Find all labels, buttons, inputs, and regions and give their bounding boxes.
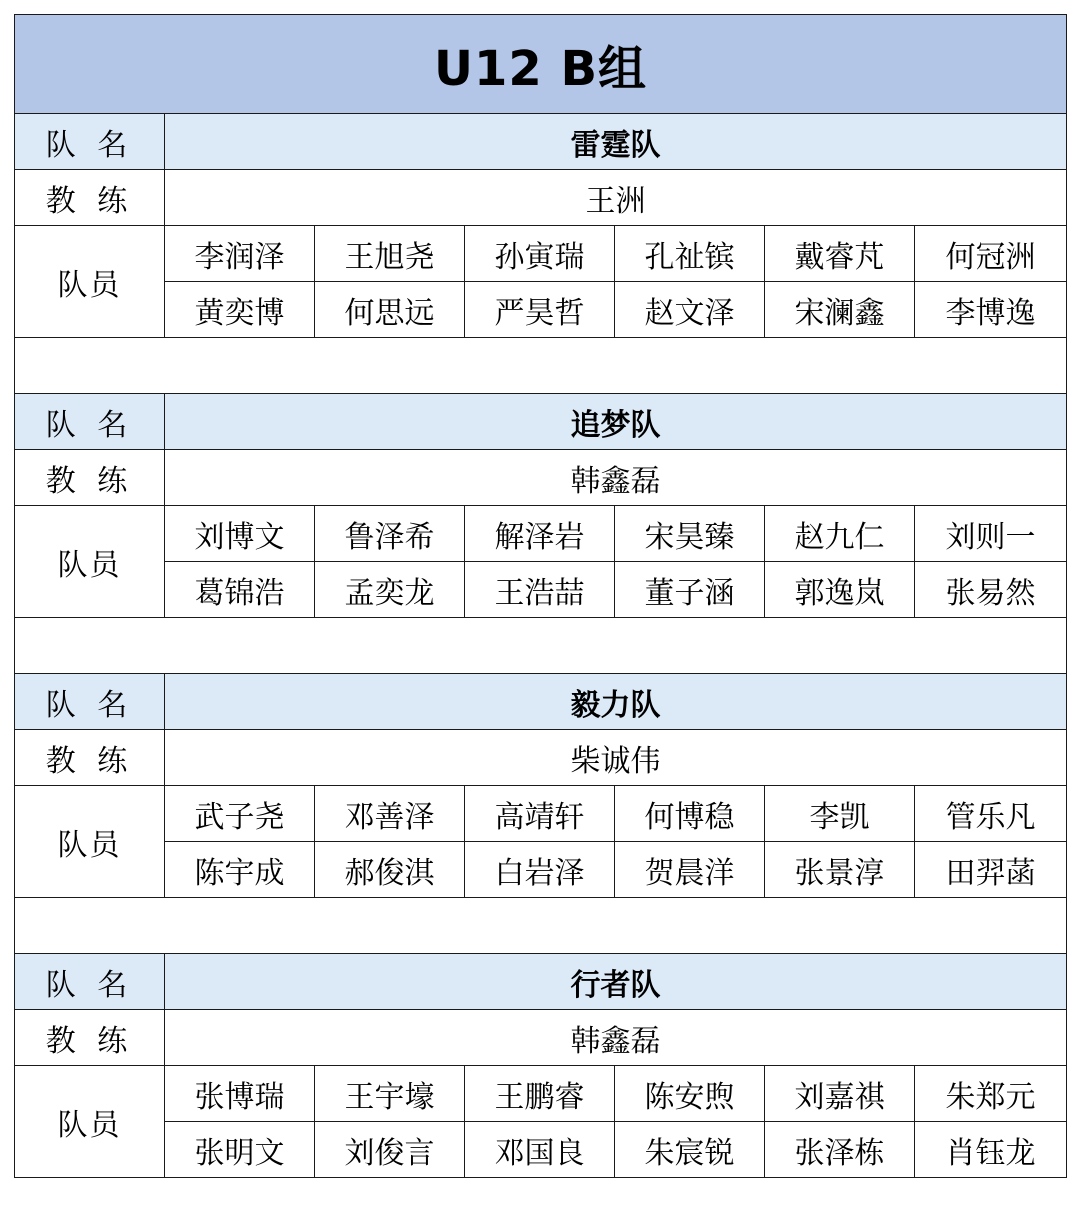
player-name: 刘博文 [165, 506, 315, 562]
player-name: 郭逸岚 [765, 562, 915, 618]
team-name-row [15, 114, 1067, 170]
player-name: 何冠洲 [915, 226, 1067, 282]
player-name: 贺晨洋 [615, 842, 765, 898]
player-name: 解泽岩 [465, 506, 615, 562]
team-name-label: 队 名 [15, 394, 165, 450]
player-name: 白岩泽 [465, 842, 615, 898]
player-name: 张明文 [165, 1122, 315, 1178]
page-title: U12 B组 [15, 15, 1067, 114]
team-name-row [15, 954, 1067, 1010]
coach-label: 教 练 [15, 1010, 165, 1066]
member-row [15, 1122, 1067, 1178]
player-name: 武子尧 [165, 786, 315, 842]
spacer-row [15, 898, 1067, 954]
player-name: 郝俊淇 [315, 842, 465, 898]
spacer-row [15, 618, 1067, 674]
player-name: 张易然 [915, 562, 1067, 618]
player-name: 刘俊言 [315, 1122, 465, 1178]
player-name: 邓国良 [465, 1122, 615, 1178]
player-name: 孙寅瑞 [465, 226, 615, 282]
coach-name: 柴诚伟 [165, 730, 1067, 786]
player-name: 陈宇成 [165, 842, 315, 898]
player-name: 严昊哲 [465, 282, 615, 338]
player-name: 陈安煦 [615, 1066, 765, 1122]
coach-name: 王洲 [165, 170, 1067, 226]
member-row [15, 842, 1067, 898]
member-row [15, 226, 1067, 282]
title-row [15, 15, 1067, 114]
player-name: 戴睿芃 [765, 226, 915, 282]
player-name: 张景淳 [765, 842, 915, 898]
coach-label: 教 练 [15, 730, 165, 786]
roster-table [14, 14, 1067, 1178]
members-label: 队员 [15, 226, 165, 338]
team-name-label: 队 名 [15, 114, 165, 170]
member-row [15, 282, 1067, 338]
coach-name: 韩鑫磊 [165, 1010, 1067, 1066]
team-name-label: 队 名 [15, 674, 165, 730]
player-name: 鲁泽希 [315, 506, 465, 562]
player-name: 田羿菡 [915, 842, 1067, 898]
coach-row [15, 730, 1067, 786]
player-name: 张博瑞 [165, 1066, 315, 1122]
player-name: 张泽栋 [765, 1122, 915, 1178]
player-name: 朱宸锐 [615, 1122, 765, 1178]
member-row [15, 506, 1067, 562]
spacer-row [15, 338, 1067, 394]
player-name: 邓善泽 [315, 786, 465, 842]
player-name: 赵九仁 [765, 506, 915, 562]
player-name: 何思远 [315, 282, 465, 338]
player-name: 朱郑元 [915, 1066, 1067, 1122]
coach-row [15, 170, 1067, 226]
members-label: 队员 [15, 506, 165, 618]
player-name: 王浩喆 [465, 562, 615, 618]
player-name: 刘嘉祺 [765, 1066, 915, 1122]
player-name: 肖钰龙 [915, 1122, 1067, 1178]
player-name: 高靖轩 [465, 786, 615, 842]
player-name: 孔祉镔 [615, 226, 765, 282]
player-name: 王宇壕 [315, 1066, 465, 1122]
spacer-cell [15, 338, 1067, 394]
coach-label: 教 练 [15, 450, 165, 506]
player-name: 王鹏睿 [465, 1066, 615, 1122]
player-name: 宋澜鑫 [765, 282, 915, 338]
member-row [15, 1066, 1067, 1122]
player-name: 葛锦浩 [165, 562, 315, 618]
player-name: 何博稳 [615, 786, 765, 842]
player-name: 管乐凡 [915, 786, 1067, 842]
player-name: 黄奕博 [165, 282, 315, 338]
members-label: 队员 [15, 1066, 165, 1178]
member-row [15, 786, 1067, 842]
member-row [15, 562, 1067, 618]
team-name: 毅力队 [165, 674, 1067, 730]
coach-label: 教 练 [15, 170, 165, 226]
members-label: 队员 [15, 786, 165, 898]
team-name: 行者队 [165, 954, 1067, 1010]
player-name: 李凯 [765, 786, 915, 842]
spacer-cell [15, 898, 1067, 954]
team-name-row [15, 674, 1067, 730]
spacer-cell [15, 618, 1067, 674]
coach-row [15, 1010, 1067, 1066]
team-name: 追梦队 [165, 394, 1067, 450]
player-name: 刘则一 [915, 506, 1067, 562]
player-name: 宋昊臻 [615, 506, 765, 562]
player-name: 李润泽 [165, 226, 315, 282]
team-name-label: 队 名 [15, 954, 165, 1010]
coach-name: 韩鑫磊 [165, 450, 1067, 506]
player-name: 孟奕龙 [315, 562, 465, 618]
player-name: 董子涵 [615, 562, 765, 618]
player-name: 赵文泽 [615, 282, 765, 338]
team-name: 雷霆队 [165, 114, 1067, 170]
team-name-row [15, 394, 1067, 450]
player-name: 李博逸 [915, 282, 1067, 338]
coach-row [15, 450, 1067, 506]
player-name: 王旭尧 [315, 226, 465, 282]
